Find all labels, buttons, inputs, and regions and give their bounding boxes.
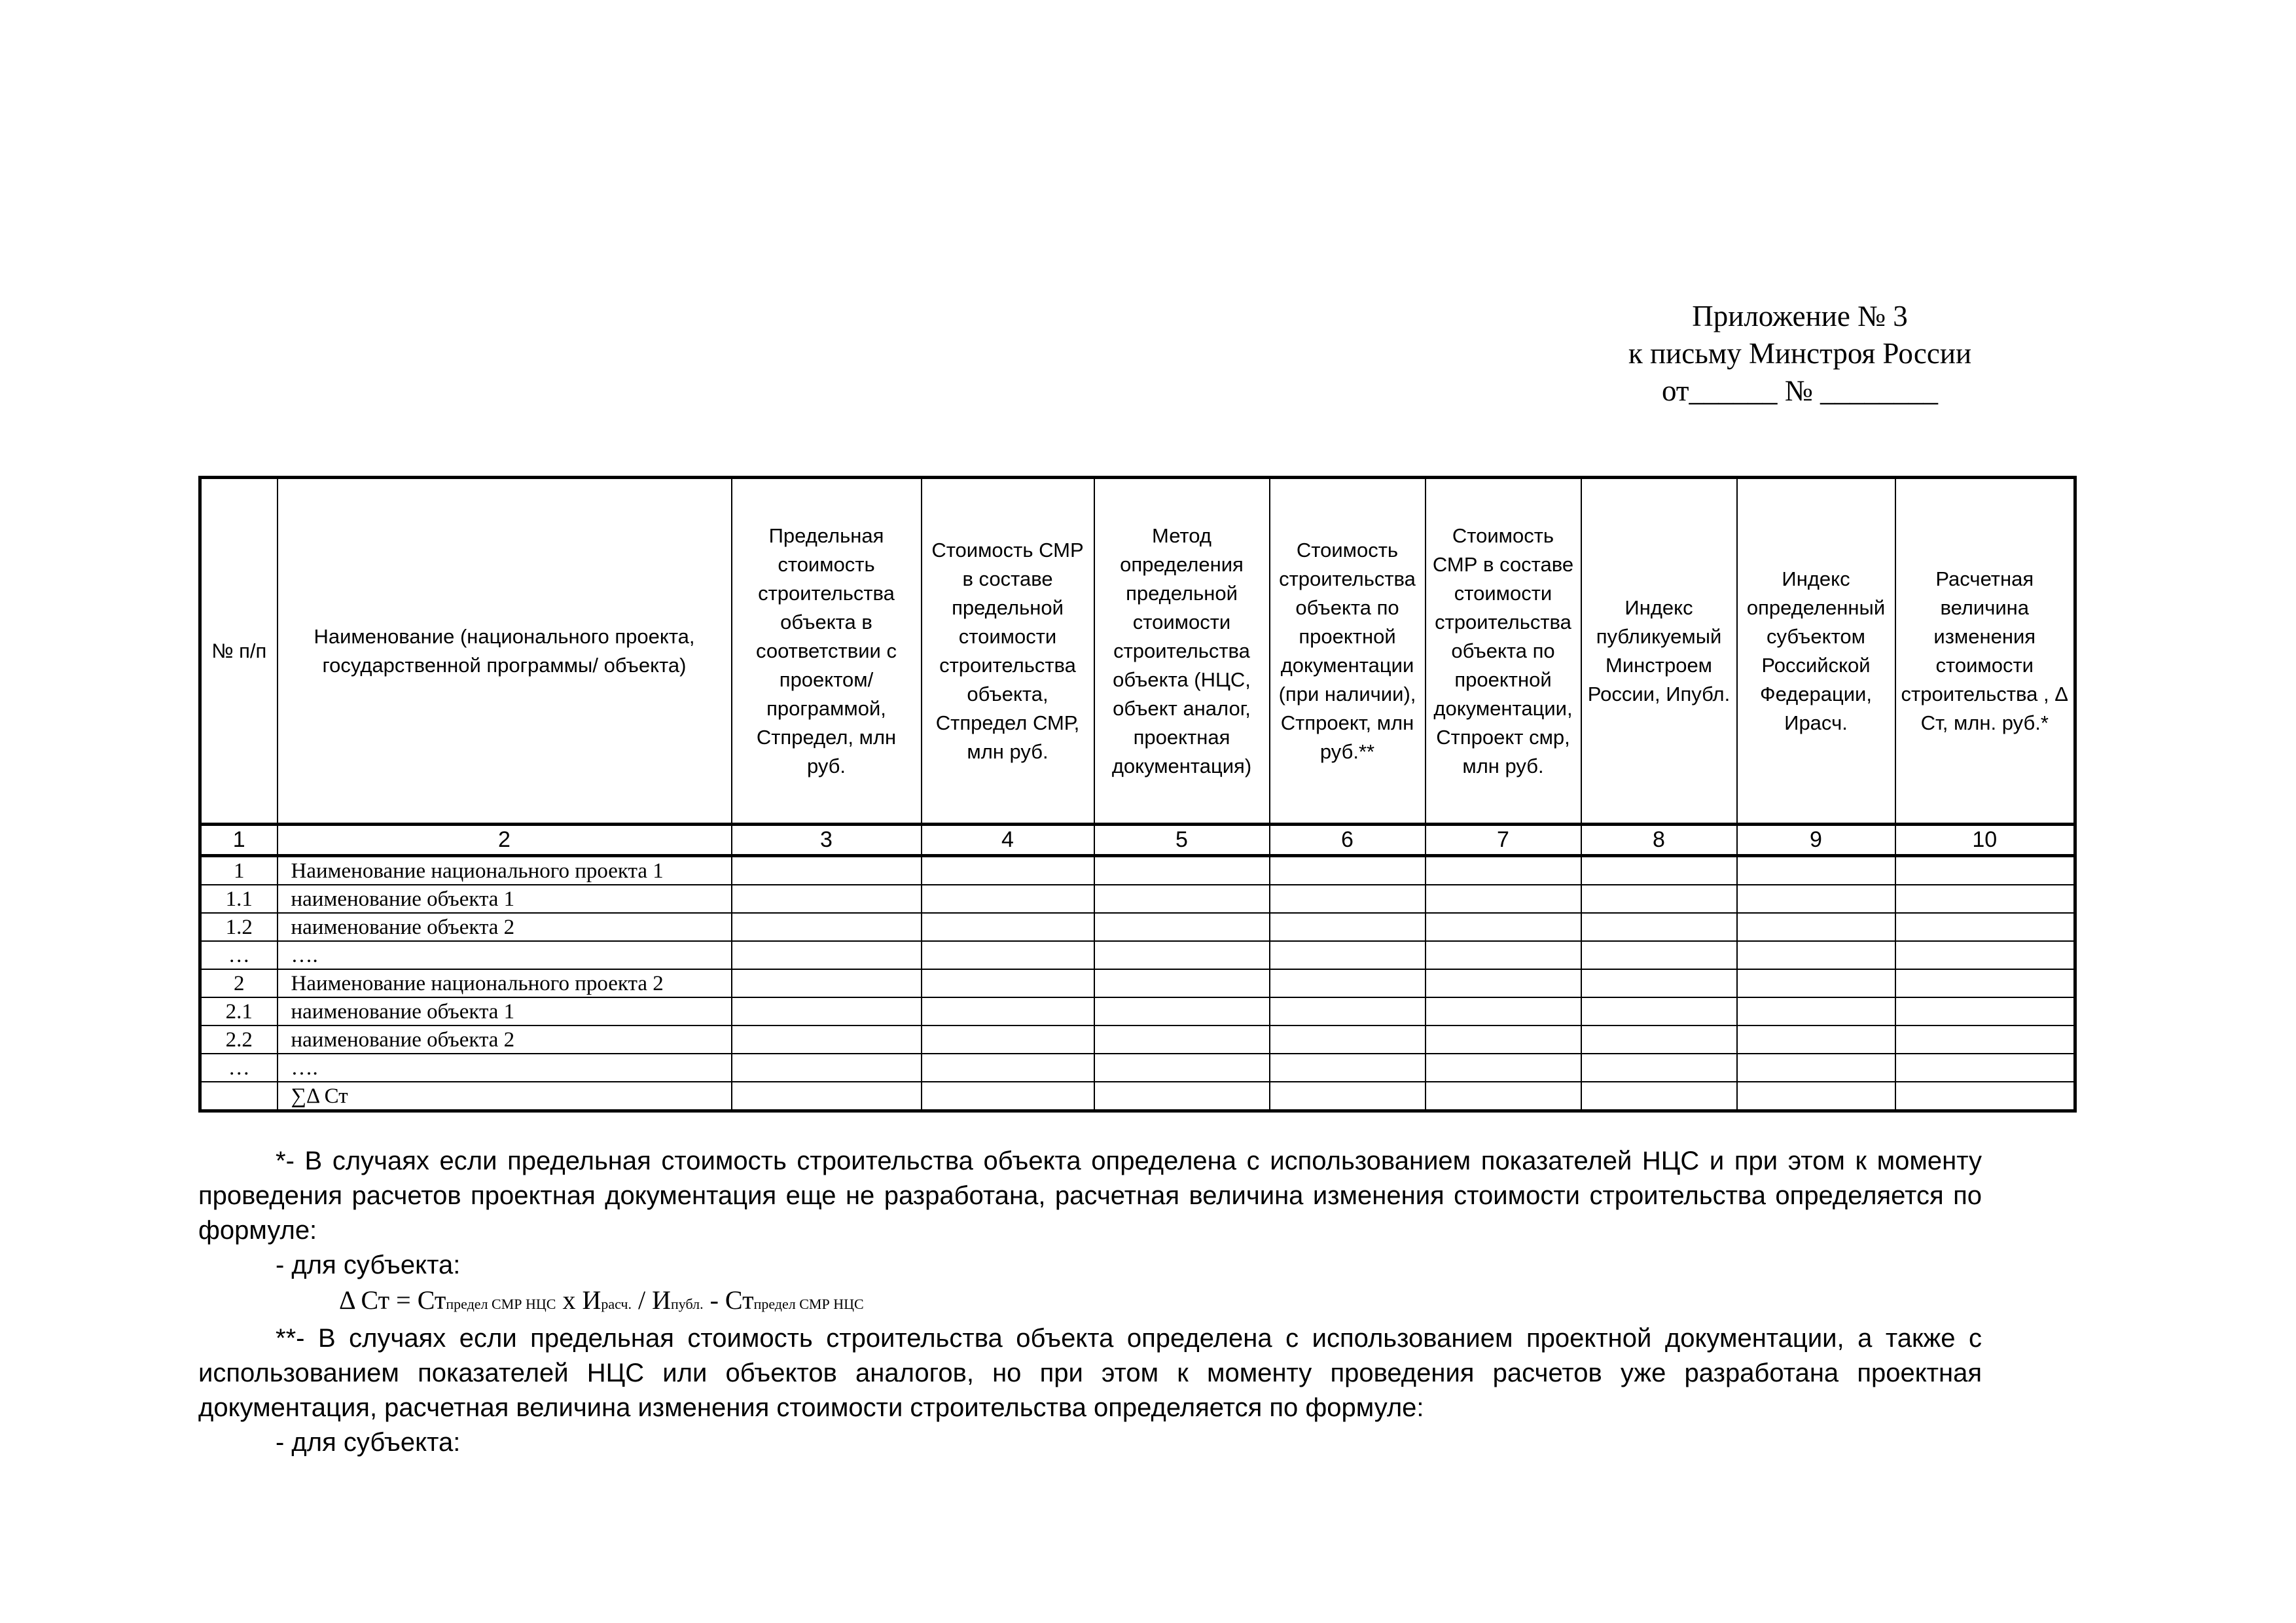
- footnotes: [198, 1144, 1982, 1460]
- formula-subscript: публ.: [671, 1296, 704, 1312]
- formula-part: х И: [556, 1285, 601, 1315]
- column-number: 9: [1737, 825, 1895, 856]
- empty-cell: [1094, 1026, 1270, 1054]
- empty-cell: [1895, 1082, 2075, 1111]
- column-number: 10: [1895, 825, 2075, 856]
- row-name: ….: [278, 1054, 732, 1082]
- empty-cell: [1895, 969, 2075, 997]
- appendix-date-number: от______ № ________: [1661, 374, 1938, 407]
- empty-cell: [1270, 885, 1426, 913]
- empty-cell: [1426, 885, 1581, 913]
- empty-cell: [1581, 1026, 1737, 1054]
- table-row: [200, 941, 2075, 969]
- row-name: Наименование национального проекта 2: [278, 969, 732, 997]
- empty-cell: [922, 1054, 1094, 1082]
- footnote-2: **- В случаях если предельная стоимость строительства объекта определена с использованием проектной документации, а также с использованием показателей НЦС или объектов аналогов, но при этом к моменту проведения расчетов уже разработана проектная документация, расчетная величина изменения стоимости строительства определяется по формуле:: [198, 1324, 1982, 1422]
- row-name: Наименование национального проекта 1: [278, 856, 732, 885]
- formula-part: / И: [632, 1285, 671, 1315]
- empty-cell: [1737, 969, 1895, 997]
- empty-cell: [1737, 1082, 1895, 1111]
- empty-cell: [922, 969, 1094, 997]
- formula: [198, 1283, 1982, 1321]
- empty-cell: [1426, 941, 1581, 969]
- footnote-1: *- В случаях если предельная стоимость строительства объекта определена с использованием показателей НЦС и при этом к моменту проведения расчетов проектная документация еще не разработана, расчетная величина изменения стоимости строительства определяется по формуле:: [198, 1147, 1982, 1245]
- empty-cell: [1270, 969, 1426, 997]
- subject-label-2: - для субъекта:: [276, 1428, 461, 1457]
- row-name: наименование объекта 1: [278, 885, 732, 913]
- empty-cell: [1270, 1026, 1426, 1054]
- row-number: 2: [200, 969, 278, 997]
- column-number: 1: [200, 825, 278, 856]
- row-number: 2.1: [200, 997, 278, 1026]
- empty-cell: [1270, 941, 1426, 969]
- empty-cell: [1895, 1026, 2075, 1054]
- empty-cell: [1737, 885, 1895, 913]
- empty-cell: [732, 997, 922, 1026]
- empty-cell: [1426, 1082, 1581, 1111]
- empty-cell: [1270, 1054, 1426, 1082]
- row-number: 1.2: [200, 913, 278, 941]
- empty-cell: [1094, 1082, 1270, 1111]
- row-number: 1.1: [200, 885, 278, 913]
- column-number: 3: [732, 825, 922, 856]
- table-row: [200, 1026, 2075, 1054]
- empty-cell: [1737, 1054, 1895, 1082]
- empty-cell: [732, 885, 922, 913]
- empty-cell: [1270, 997, 1426, 1026]
- empty-cell: [1737, 941, 1895, 969]
- column-number: 2: [278, 825, 732, 856]
- empty-cell: [1270, 1082, 1426, 1111]
- empty-cell: [1094, 913, 1270, 941]
- empty-cell: [1581, 941, 1737, 969]
- header-limit-cost: Предельная стоимость строительства объекта в соответствии с проектом/ программой, Стпредел, млн руб.: [732, 478, 922, 825]
- column-number-row: [200, 825, 2075, 856]
- empty-cell: [922, 885, 1094, 913]
- empty-cell: [732, 969, 922, 997]
- header-index-published: Индекс публикуемый Минстроем России, Ипубл.: [1581, 478, 1737, 825]
- empty-cell: [1426, 1026, 1581, 1054]
- empty-cell: [922, 856, 1094, 885]
- empty-cell: [1094, 969, 1270, 997]
- empty-cell: [1270, 856, 1426, 885]
- cost-table: [198, 476, 2077, 1113]
- empty-cell: [1094, 941, 1270, 969]
- row-name: наименование объекта 2: [278, 1026, 732, 1054]
- empty-cell: [1094, 1054, 1270, 1082]
- row-name: ….: [278, 941, 732, 969]
- subject-label-1: - для субъекта:: [276, 1251, 461, 1279]
- empty-cell: [732, 856, 922, 885]
- table-row: [200, 913, 2075, 941]
- empty-cell: [1895, 913, 2075, 941]
- table-row: [200, 969, 2075, 997]
- formula-subscript: предел СМР НЦС: [753, 1296, 864, 1312]
- row-name: ∑Δ Ст: [278, 1082, 732, 1111]
- column-number: 4: [922, 825, 1094, 856]
- empty-cell: [1737, 1026, 1895, 1054]
- empty-cell: [1426, 913, 1581, 941]
- row-number: 1: [200, 856, 278, 885]
- column-number: 6: [1270, 825, 1426, 856]
- empty-cell: [732, 913, 922, 941]
- empty-cell: [1094, 885, 1270, 913]
- empty-cell: [922, 1082, 1094, 1111]
- row-number: [200, 1082, 278, 1111]
- empty-cell: [922, 913, 1094, 941]
- empty-cell: [1581, 885, 1737, 913]
- empty-cell: [922, 997, 1094, 1026]
- empty-cell: [1581, 969, 1737, 997]
- empty-cell: [1581, 997, 1737, 1026]
- header-project-smr-cost: Стоимость СМР в составе стоимости строительства объекта по проектной документации, Стпроект смр, млн руб.: [1426, 478, 1581, 825]
- table-body: [200, 856, 2075, 1111]
- empty-cell: [1737, 856, 1895, 885]
- header-num: № п/п: [200, 478, 278, 825]
- empty-cell: [732, 941, 922, 969]
- row-name: наименование объекта 2: [278, 913, 732, 941]
- table-row: [200, 1082, 2075, 1111]
- row-name: наименование объекта 1: [278, 997, 732, 1026]
- empty-cell: [732, 1082, 922, 1111]
- empty-cell: [1426, 969, 1581, 997]
- empty-cell: [1737, 913, 1895, 941]
- empty-cell: [1094, 856, 1270, 885]
- empty-cell: [1270, 913, 1426, 941]
- empty-cell: [1737, 997, 1895, 1026]
- header-method: Метод определения предельной стоимости строительства объекта (НЦС, объект аналог, проектная документация): [1094, 478, 1270, 825]
- appendix-title: Приложение № 3: [1692, 300, 1908, 332]
- row-number: …: [200, 941, 278, 969]
- empty-cell: [922, 941, 1094, 969]
- formula-subscript: расч.: [601, 1296, 632, 1312]
- table-row: [200, 885, 2075, 913]
- empty-cell: [1895, 856, 2075, 885]
- table-row: [200, 856, 2075, 885]
- empty-cell: [732, 1054, 922, 1082]
- column-number: 5: [1094, 825, 1270, 856]
- empty-cell: [1895, 1054, 2075, 1082]
- empty-cell: [1581, 913, 1737, 941]
- empty-cell: [922, 1026, 1094, 1054]
- formula-part: Δ Ст = Ст: [339, 1285, 446, 1315]
- empty-cell: [1581, 1082, 1737, 1111]
- column-number: 7: [1426, 825, 1581, 856]
- header-delta-cost: Расчетная величина изменения стоимости строительства , Δ Ст, млн. руб.*: [1895, 478, 2075, 825]
- header-row: [200, 478, 2075, 825]
- empty-cell: [1895, 885, 2075, 913]
- empty-cell: [732, 1026, 922, 1054]
- empty-cell: [1426, 997, 1581, 1026]
- header-name: Наименование (национального проекта, государственной программы/ объекта): [278, 478, 732, 825]
- empty-cell: [1094, 997, 1270, 1026]
- empty-cell: [1426, 856, 1581, 885]
- appendix-header: [1584, 298, 2016, 410]
- formula-subscript: предел СМР НЦС: [446, 1296, 556, 1312]
- empty-cell: [1581, 1054, 1737, 1082]
- column-number: 8: [1581, 825, 1737, 856]
- appendix-letter-ref: к письму Минстроя России: [1628, 337, 1972, 370]
- empty-cell: [1581, 856, 1737, 885]
- row-number: …: [200, 1054, 278, 1082]
- header-smr-cost: Стоимость СМР в составе предельной стоимости строительства объекта, Стпредел СМР, млн руб.: [922, 478, 1094, 825]
- header-index-subject: Индекс определенный субъектом Российской Федерации, Ирасч.: [1737, 478, 1895, 825]
- row-number: 2.2: [200, 1026, 278, 1054]
- formula-part: - Ст: [703, 1285, 754, 1315]
- table-row: [200, 997, 2075, 1026]
- empty-cell: [1895, 997, 2075, 1026]
- table-row: [200, 1054, 2075, 1082]
- header-project-cost: Стоимость строительства объекта по проектной документации (при наличии), Стпроект, млн руб.**: [1270, 478, 1426, 825]
- empty-cell: [1426, 1054, 1581, 1082]
- empty-cell: [1895, 941, 2075, 969]
